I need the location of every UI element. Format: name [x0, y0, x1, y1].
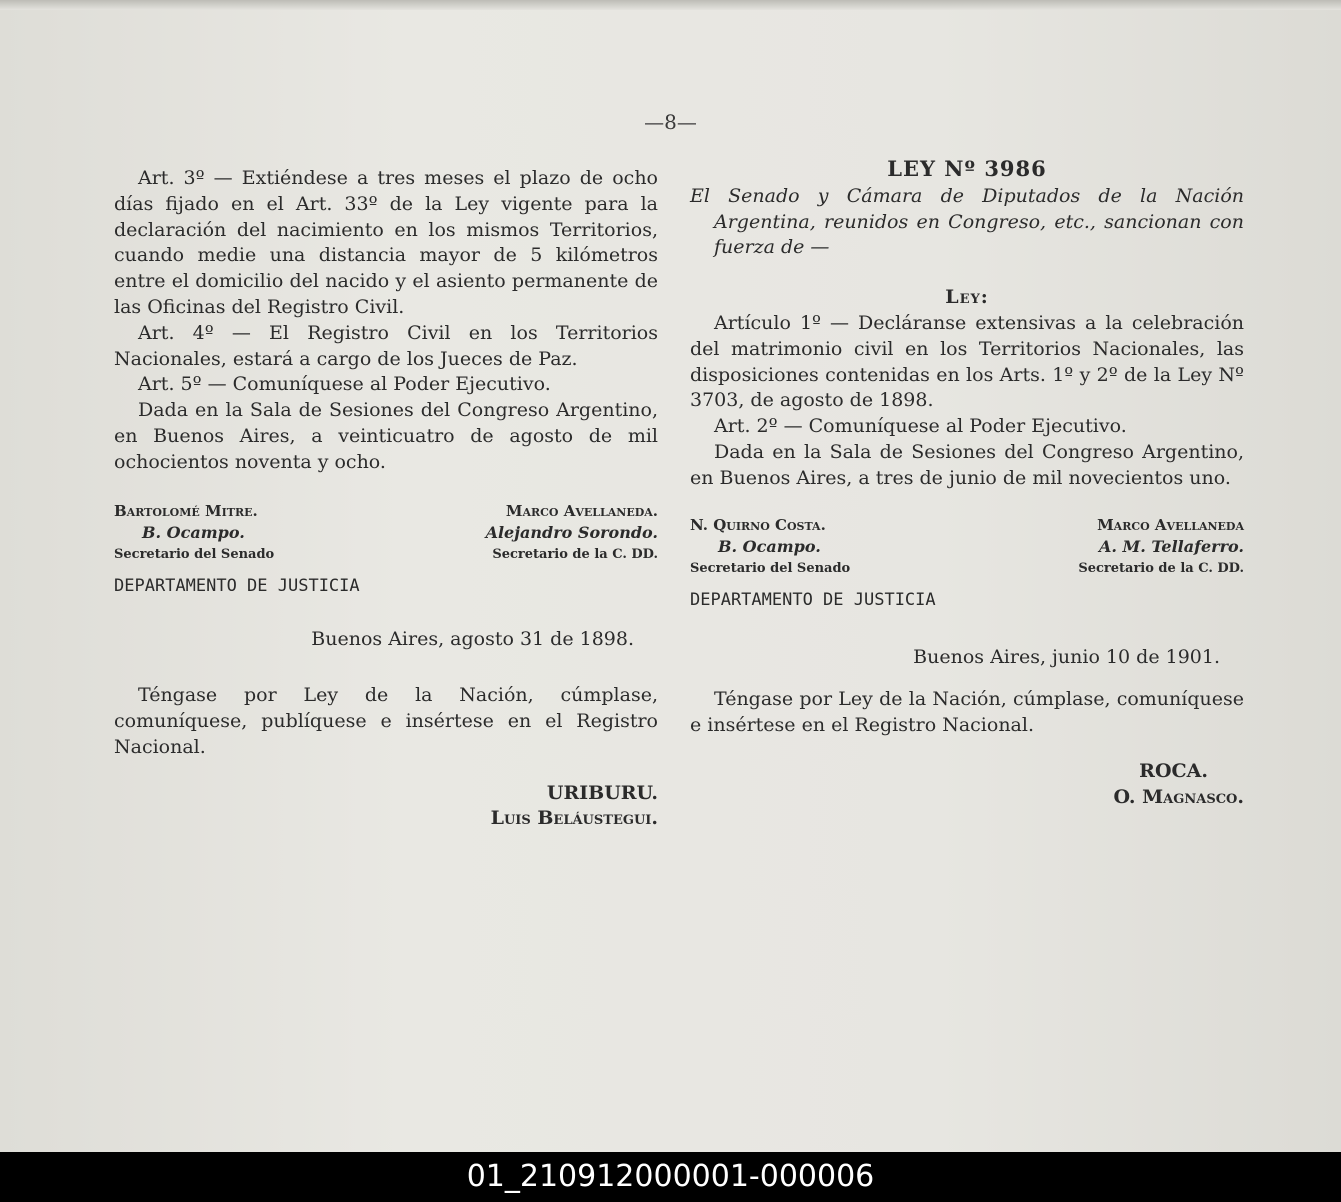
minister-signature: Luis Beláustegui. — [490, 807, 658, 830]
article-3: Art. 3º — Extiéndese a tres meses el plazo de ocho días fijado en el Art. 33º de la Ley vigente para la declaración del nacimiento en los mismos Territorios, cuando medie una distancia mayor de 5 kilómetros entre el domicilio del nacido y el asiento permanente de las Oficinas del Registro Civil. — [114, 167, 658, 318]
secretary-name: Alejandro Sorondo. — [485, 522, 658, 542]
law-title: LEY Nº 3986 — [887, 156, 1047, 181]
president-signature: ROCA. — [1139, 759, 1208, 782]
department-heading: DEPARTAMENTO DE JUSTICIA — [690, 589, 936, 610]
signature-senate — [114, 500, 274, 566]
signature-chamber — [486, 500, 658, 566]
signer-name: N. Quirno Costa. — [690, 515, 826, 534]
right-column — [690, 156, 1244, 810]
left-column — [114, 166, 658, 832]
page-number: —8— — [644, 110, 697, 134]
signature-chamber — [1078, 514, 1244, 580]
tengase-paragraph: Téngase por Ley de la Nación, cúmplase, comuníquese e insértese en el Registro Nacional. — [690, 688, 1244, 736]
decree-date: Buenos Aires, junio 10 de 1901. — [913, 646, 1220, 669]
signer-name: Marco Avellaneda — [1097, 515, 1244, 534]
secretary-role: Secretario del Senado — [690, 560, 851, 576]
ley-heading: Ley: — [945, 286, 989, 309]
dada-paragraph: Dada en la Sala de Sesiones del Congreso Argentino, en Buenos Aires, a veinticuatro de agosto de mil ochocientos noventa y ocho. — [114, 399, 658, 473]
signature-senate — [690, 514, 850, 580]
signature-block — [114, 500, 658, 566]
department-heading: DEPARTAMENTO DE JUSTICIA — [114, 575, 360, 596]
secretary-role: Secretario de la C. DD. — [1078, 560, 1244, 576]
secretary-name: B. Ocampo. — [718, 536, 821, 556]
president-signature: URIBURU. — [546, 781, 658, 804]
signature-block — [690, 514, 1244, 580]
enacting-formula: El Senado y Cámara de Diputados de la Nación Argentina, reunidos en Congreso, etc., sancionan con fuerza de — — [690, 184, 1244, 259]
signer-name: Marco Avellaneda. — [505, 501, 658, 520]
secretary-role: Secretario de la C. DD. — [492, 546, 658, 562]
article-2: Art. 2º — Comuníquese al Poder Ejecutivo. — [714, 415, 1127, 438]
article-4: Art. 4º — El Registro Civil en los Territorios Nacionales, estará a cargo de los Jueces de Paz. — [114, 321, 658, 370]
secretary-role: Secretario del Senado — [114, 546, 275, 562]
scan-id-footer: 01_210912000001-000006 — [0, 1152, 1341, 1202]
secretary-name: A. M. Tellaferro. — [1098, 536, 1244, 556]
article-1: Artículo 1º — Decláranse extensivas a la celebración del matrimonio civil en los Territorios Nacionales, las disposiciones contenidas en los Arts. 1º y 2º de la Ley Nº 3703, de agosto de 1898. — [690, 311, 1244, 412]
article-5: Art. 5º — Comuníquese al Poder Ejecutivo. — [138, 373, 551, 396]
minister-signature: O. Magnasco. — [1113, 785, 1244, 808]
secretary-name: B. Ocampo. — [142, 522, 245, 542]
decree-date: Buenos Aires, agosto 31 de 1898. — [311, 628, 634, 651]
tengase-paragraph: Téngase por Ley de la Nación, cúmplase, comuníquese, publíquese e insértese en el Registro Nacional. — [114, 684, 658, 758]
page-edge — [0, 0, 1341, 10]
dada-paragraph: Dada en la Sala de Sesiones del Congreso Argentino, en Buenos Aires, a tres de junio de mil novecientos uno. — [690, 440, 1244, 489]
signer-name: Bartolomé Mitre. — [114, 501, 258, 520]
